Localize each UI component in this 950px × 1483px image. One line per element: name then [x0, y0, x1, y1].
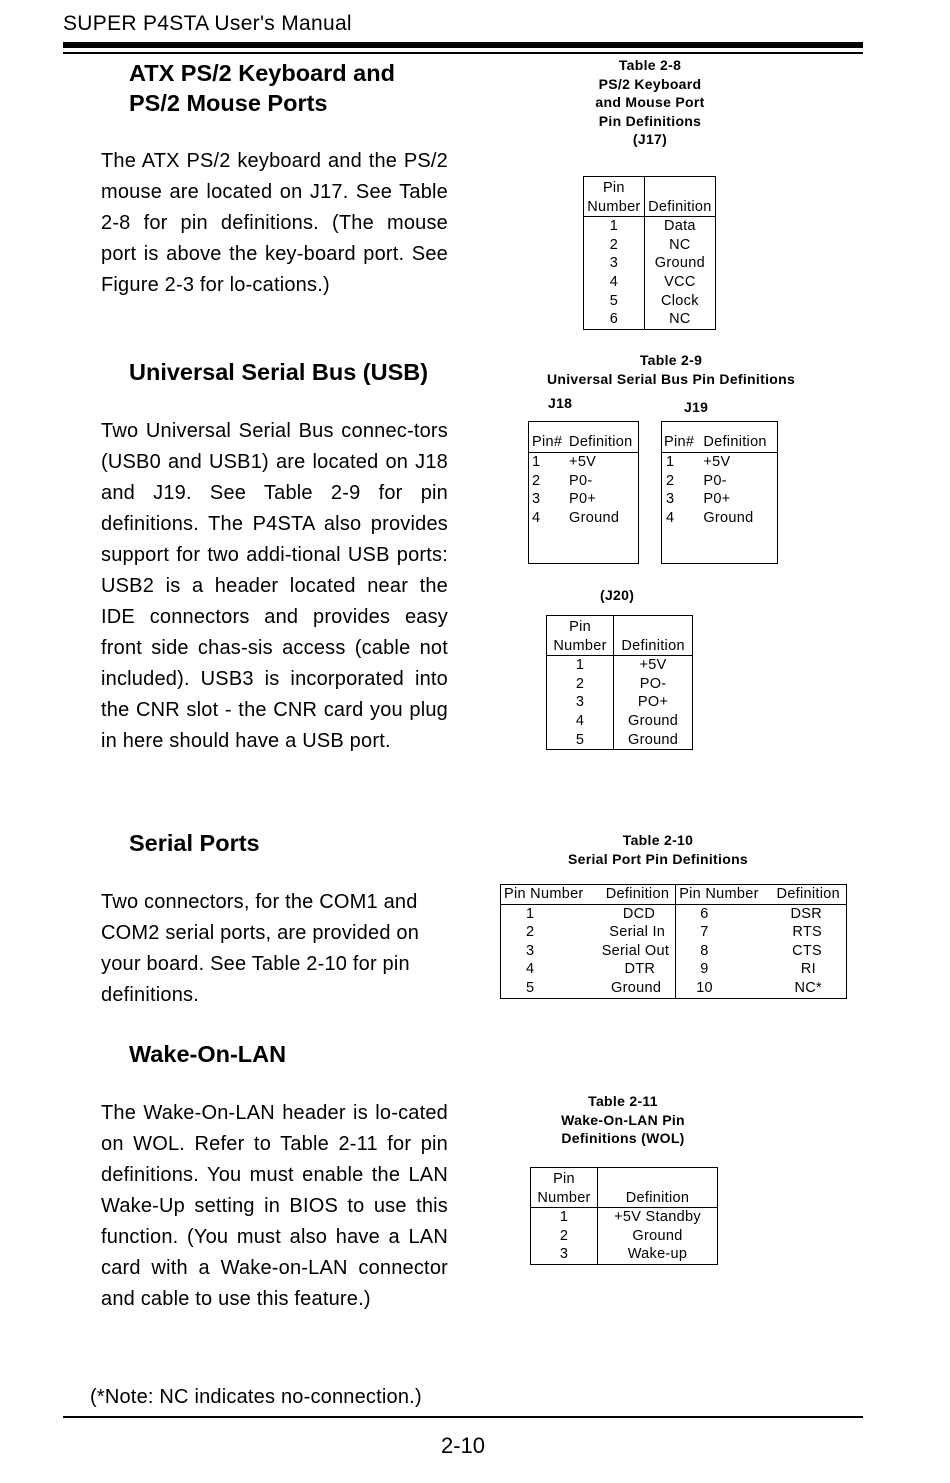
- pin-cell: 3: [531, 1245, 598, 1264]
- table-row: [501, 942, 847, 961]
- pin-header: Pin#: [529, 422, 567, 453]
- spacer-cell: [529, 527, 567, 564]
- pin-cell: 1: [531, 1208, 598, 1227]
- definition-cell: CTS: [792, 942, 822, 959]
- pin-cell: 5: [547, 731, 614, 750]
- definition-cell: +5V: [569, 454, 597, 470]
- pin-header: Pin#: [662, 422, 701, 453]
- table-row: [584, 236, 716, 255]
- header-text: Number: [587, 198, 641, 215]
- caption-line: Universal Serial Bus Pin Definitions: [546, 370, 796, 387]
- pin-cell: 4: [526, 961, 535, 978]
- table-2-9-j19: [661, 421, 778, 564]
- definition-cell: Ground: [628, 731, 679, 748]
- pin-cell: 2: [531, 1227, 598, 1246]
- table-row: [662, 509, 778, 528]
- table-row: [531, 1227, 718, 1246]
- table-row: [501, 904, 847, 923]
- heading-line: ATX PS/2 Keyboard and: [129, 60, 395, 86]
- table-row: [501, 960, 847, 979]
- definition-header: Definition: [566, 422, 638, 453]
- definition-cell: PO-: [639, 675, 667, 692]
- definition-header: Definition: [768, 885, 846, 905]
- table-row: [529, 453, 639, 472]
- definition-header: Definition: [644, 177, 715, 217]
- header-text: Number: [537, 1189, 591, 1206]
- definition-cell: Serial In: [593, 923, 676, 942]
- section-heading-ps2: [129, 58, 395, 118]
- table-row: [529, 490, 639, 509]
- pin-cell: 3: [532, 491, 541, 508]
- header-text: Pin: [569, 619, 592, 635]
- j20-label: (J20): [600, 587, 635, 603]
- table-header-row: [501, 885, 847, 905]
- header-rule-thick: [63, 42, 863, 48]
- table-row: [501, 979, 847, 998]
- definition-cell: P0-: [703, 472, 727, 489]
- table-row: [501, 923, 847, 942]
- definition-cell: Ground: [593, 979, 676, 998]
- definition-header: Definition: [593, 885, 676, 905]
- pin-cell: 1: [547, 656, 614, 675]
- page-number: 2-10: [440, 1433, 486, 1458]
- definition-cell: DCD: [593, 904, 676, 923]
- footer-rule: [63, 1416, 863, 1418]
- pin-number-header: Pin Number: [501, 885, 594, 905]
- table-row: [531, 1245, 718, 1264]
- pin-number-header: [547, 616, 614, 656]
- table-spacer-row: [529, 527, 639, 564]
- definition-cell: P0+: [703, 491, 731, 508]
- paragraph: Two connectors, for the COM1 and COM2 serial ports, are provided on your board. See Table 2-10 for pin definitions.: [101, 891, 420, 1006]
- table-row: [547, 693, 693, 712]
- table-2-8: [583, 176, 716, 330]
- caption-line: Table 2-10: [622, 832, 694, 848]
- section-heading-usb: Universal Serial Bus (USB): [129, 359, 429, 385]
- table-row: [547, 712, 693, 731]
- table-row: [531, 1208, 718, 1227]
- table-row: [547, 656, 693, 675]
- pin-number-header: Pin Number: [676, 885, 769, 905]
- definition-cell: Data: [663, 218, 696, 235]
- definition-cell: +5V: [639, 657, 667, 674]
- table-header-row: [662, 422, 778, 453]
- header-text: Number: [553, 637, 607, 654]
- table-row: [547, 675, 693, 694]
- pin-cell: 6: [584, 310, 645, 329]
- pin-number-header: [531, 1168, 598, 1208]
- spacer-cell: [566, 527, 638, 564]
- definition-cell: P0+: [569, 491, 597, 508]
- caption-line: (J17): [632, 131, 668, 147]
- table-2-10: [500, 884, 847, 999]
- pin-number-header: [584, 177, 645, 217]
- table-row: [662, 453, 778, 472]
- table-2-9-caption: [520, 351, 822, 388]
- section-heading-serial: Serial Ports: [129, 830, 260, 856]
- definition-cell: Serial Out: [593, 942, 676, 961]
- table-header-row: [529, 422, 639, 453]
- table-row: [662, 490, 778, 509]
- definition-cell: VCC: [664, 273, 696, 290]
- caption-line: Table 2-9: [639, 352, 703, 368]
- table-row: [529, 509, 639, 528]
- table-spacer-row: [662, 527, 778, 564]
- caption-line: Wake-On-LAN Pin: [561, 1111, 685, 1128]
- definition-cell: Wake-up: [627, 1246, 688, 1263]
- table-row: [584, 217, 716, 236]
- pin-cell: 2: [666, 472, 675, 489]
- definition-cell: P0-: [569, 472, 593, 489]
- paragraph: The Wake-On-LAN header is lo-cated on WOL. Refer to Table 2-11 for pin definitions. You must enable the LAN Wake-Up setting in BIOS to use this function. (You must also have a LAN card with a Wake-on-LAN connector and cable to use this feature.): [101, 1102, 448, 1310]
- definition-cell: +5V Standby: [614, 1209, 701, 1226]
- table-row: [584, 310, 716, 329]
- header-rule-thin: [63, 52, 863, 54]
- j18-label: J18: [548, 395, 573, 411]
- caption-line: Table 2-8: [618, 57, 682, 73]
- definition-cell: RI: [800, 961, 816, 978]
- paragraph: The ATX PS/2 keyboard and the PS/2 mouse are located on J17. See Table 2-8 for pin definitions. (The mouse port is above the key-board port. See Figure 2-3 for lo-cations.): [101, 150, 448, 296]
- table-2-9-j18: [528, 421, 639, 564]
- pin-cell: 2: [547, 675, 614, 694]
- pin-cell: 1: [584, 217, 645, 236]
- pin-cell: 5: [584, 292, 645, 311]
- pin-cell: 10: [696, 979, 713, 996]
- definition-cell: DSR: [790, 905, 822, 922]
- pin-cell: 3: [547, 693, 614, 712]
- pin-cell: 6: [700, 905, 709, 922]
- caption-line: PS/2 Keyboard: [598, 75, 702, 92]
- definition-header: Definition: [614, 616, 693, 656]
- caption-line: Definitions (WOL): [561, 1130, 685, 1146]
- pin-cell: 3: [666, 491, 675, 508]
- caption-line: Table 2-11: [588, 1093, 658, 1109]
- section-body-usb: [101, 416, 448, 757]
- caption-line: and Mouse Port: [595, 94, 705, 110]
- footnote: (*Note: NC indicates no-connection.): [90, 1386, 422, 1408]
- definition-cell: Ground: [703, 509, 754, 526]
- pin-cell: 8: [700, 942, 709, 959]
- definition-header: Definition: [700, 422, 777, 453]
- caption-line: Serial Port Pin Definitions: [567, 850, 749, 867]
- definition-cell: Ground: [654, 255, 705, 272]
- section-body-wol: [101, 1098, 448, 1315]
- definition-cell: +5V: [703, 454, 731, 470]
- table-row: [584, 254, 716, 273]
- pin-cell: 4: [532, 509, 541, 526]
- pin-cell: 1: [526, 905, 535, 922]
- table-header-row: [531, 1168, 718, 1208]
- table-row: [529, 472, 639, 491]
- table-row: [584, 292, 716, 311]
- pin-cell: 2: [532, 472, 541, 489]
- table-row: [584, 273, 716, 292]
- pin-cell: 2: [584, 236, 645, 255]
- section-body-serial: [101, 887, 421, 1011]
- table-header-row: [547, 616, 693, 656]
- pin-cell: 5: [526, 979, 535, 996]
- heading-line: PS/2 Mouse Ports: [129, 90, 328, 116]
- table-row: [662, 472, 778, 491]
- definition-header: Definition: [598, 1168, 718, 1208]
- running-header: SUPER P4STA User's Manual: [63, 12, 352, 35]
- table-header-row: [584, 177, 716, 217]
- pin-cell: 4: [584, 273, 645, 292]
- definition-cell: PO+: [637, 694, 669, 711]
- definition-cell: Clock: [660, 292, 699, 309]
- table-2-9-j20: [546, 615, 693, 750]
- paragraph: Two Universal Serial Bus connec-tors (USB0 and USB1) are located on J18 and J19. See Table 2-9 for pin definitions. The P4STA also provides support for two addi-tional USB ports: USB2 is a header located near the IDE connectors and provides easy front side chas-sis access (cable not included). USB3 is incorporated into the CNR slot - the CNR card you plug in here should have a USB port.: [101, 420, 448, 752]
- pin-cell: 7: [700, 924, 709, 941]
- definition-cell: Ground: [632, 1227, 683, 1244]
- definition-cell: Ground: [569, 509, 620, 526]
- definition-cell: RTS: [792, 924, 822, 941]
- section-body-ps2: [101, 146, 448, 301]
- pin-cell: 4: [666, 509, 675, 526]
- definition-cell: DTR: [593, 960, 676, 979]
- pin-cell: 3: [584, 254, 645, 273]
- pin-cell: 1: [666, 454, 675, 470]
- table-2-10-caption: [540, 831, 776, 868]
- pin-cell: 4: [547, 712, 614, 731]
- definition-cell: NC: [669, 311, 691, 328]
- table-2-11-caption: [535, 1092, 711, 1148]
- header-text: Pin: [553, 1171, 575, 1187]
- table-row: [547, 731, 693, 750]
- spacer-cell: [700, 527, 777, 564]
- section-heading-wol: Wake-On-LAN: [129, 1041, 287, 1067]
- pin-cell: 3: [526, 942, 535, 959]
- spacer-cell: [662, 527, 701, 564]
- pin-cell: 9: [700, 961, 709, 978]
- pin-cell: 1: [532, 454, 541, 470]
- j19-label: J19: [684, 399, 709, 415]
- definition-cell: Ground: [628, 712, 679, 729]
- pin-cell: 2: [526, 924, 535, 941]
- caption-line: Pin Definitions: [598, 112, 702, 129]
- definition-cell: NC*: [794, 979, 822, 996]
- definition-cell: NC: [669, 236, 691, 253]
- header-text: Pin: [602, 180, 625, 196]
- table-2-8-caption: [560, 56, 740, 149]
- table-2-11: [530, 1167, 718, 1265]
